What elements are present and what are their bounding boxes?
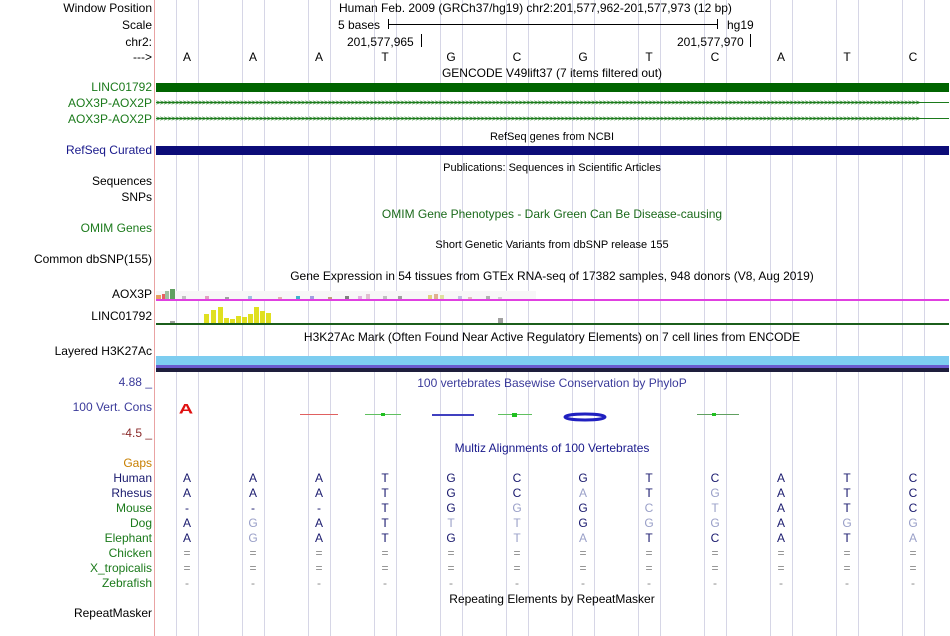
sequence-base: T [381,50,389,64]
coord-right: 201,577,970 [677,35,744,49]
alignment-base: - [713,576,717,590]
alignment-base: C [644,501,654,515]
alignment-base: A [248,471,257,485]
alignment-base: = [579,546,587,560]
alignment-base: = [381,561,389,575]
species-label[interactable]: Mouse [115,501,152,515]
alignment-base: G [644,516,654,530]
alignment-base: - [251,576,255,590]
alignment-base: = [315,546,323,560]
phylop-label[interactable]: 100 Vert. Cons [72,400,152,414]
alignment-base: G [908,516,918,530]
gencode-title[interactable]: GENCODE V49lift37 (7 items filtered out) [441,66,663,80]
gaps-label[interactable]: Gaps [123,456,152,470]
alignment-base: A [182,516,191,530]
refseq-title[interactable]: RefSeq genes from NCBI [489,131,615,143]
alignment-base: - [581,576,585,590]
alignment-base: T [513,531,521,545]
alignment-base: C [512,486,522,500]
alignment-base: C [908,471,918,485]
alignment-base: = [183,546,191,560]
species-label[interactable]: Rhesus [111,486,152,500]
alignment-base: C [512,471,522,485]
sequence-base: T [843,50,851,64]
species-label[interactable]: Elephant [104,531,152,545]
alignment-base: A [314,531,323,545]
alignment-base: T [645,471,653,485]
alignment-base: = [249,561,257,575]
alignment-base: - [185,501,189,515]
alignment-base: T [381,471,389,485]
alignment-base: - [251,501,255,515]
alignment-base: = [381,546,389,560]
alignment-base: G [842,516,852,530]
alignment-base: A [182,471,191,485]
alignment-base: G [248,531,258,545]
alignment-base: G [512,501,522,515]
sequence-base: G [578,50,588,64]
h3k27ac-label[interactable]: Layered H3K27Ac [54,344,152,358]
sequence-base: T [645,50,653,64]
alignment-base: A [314,516,323,530]
phylop-title[interactable]: 100 vertebrates Basewise Conservation by PhyloP [417,376,687,390]
alignment-base: = [645,546,653,560]
alignment-base: T [381,486,389,500]
alignment-base: A [248,486,257,500]
alignment-base: = [447,546,455,560]
alignment-base: T [711,501,719,515]
alignment-base: - [647,576,651,590]
alignment-base: A [908,531,917,545]
dbsnp-title[interactable]: Short Genetic Variants from dbSNP release 155 [435,239,669,251]
alignment-base: = [513,561,521,575]
alignment-base: = [447,561,455,575]
alignment-base: C [710,531,720,545]
repeat-label[interactable]: RepeatMasker [73,606,152,620]
alignment-base: T [843,501,851,515]
sequence-base: A [248,50,257,64]
sequence-base: A [776,50,785,64]
alignment-base: A [578,531,587,545]
alignment-base: = [711,546,719,560]
alignment-base: G [446,501,456,515]
alignment-base: T [447,516,455,530]
alignment-base: C [710,471,720,485]
alignment-base: T [645,531,653,545]
alignment-base: G [248,516,258,530]
alignment-base: = [579,561,587,575]
window-position-label: Window Position [63,1,152,15]
omim-title[interactable]: OMIM Gene Phenotypes - Dark Green Can Be Disease-causing [381,207,723,221]
species-label[interactable]: Dog [129,516,152,530]
alignment-base: A [776,486,785,500]
alignment-base: A [578,486,587,500]
alignment-base: G [578,471,588,485]
alignment-base: A [776,516,785,530]
alignment-base: - [317,576,321,590]
alignment-base: = [645,561,653,575]
alignment-base: = [777,561,785,575]
strand-label: ---> [133,50,152,64]
alignment-base: T [381,531,389,545]
alignment-base: - [911,576,915,590]
alignment-base: = [249,546,257,560]
alignment-base: - [383,576,387,590]
alignment-base: = [711,561,719,575]
alignment-base: - [449,576,453,590]
gtex-aox-label[interactable]: AOX3P [111,287,152,301]
alignment-base: = [513,546,521,560]
alignment-base: G [578,516,588,530]
aox-strand-arrows-1: >>>>>>>>>>>>>>>>>>>>>>>>>>>>>>>>>>>>>>>>>>>>>>>>>>>>>>>>>>>>>>>>>>>>>>>>>>>>>>>>>>>>>>>>>>>>>>>>>>>>>>>>>>>>>>>>>>>>>>>>>>>>>>>>>>>>>>>>>>>>>>>>>>>>>>>>>>>>>>>>>>>>>>>>>>>>>>>>>>>>>>>>>>>>>>>>>>>>>>>> [156,100,920,106]
phylop-min: -4.5 _ [121,426,152,440]
alignment-base: G [446,531,456,545]
alignment-base: A [314,486,323,500]
sequence-base: A [314,50,323,64]
alignment-base: T [381,516,389,530]
alignment-base: = [843,546,851,560]
scale-bases-text: 5 bases [338,18,381,32]
alignment-base: C [908,501,918,515]
alignment-base: T [645,486,653,500]
alignment-base: = [777,546,785,560]
linc-label[interactable]: LINC01792 [91,80,152,94]
alignment-base: T [843,531,851,545]
alignment-base: A [776,471,785,485]
species-label[interactable]: Human [113,471,152,485]
gtex-linc-label[interactable]: LINC01792 [91,309,152,323]
alignment-base: T [843,486,851,500]
repeat-title[interactable]: Repeating Elements by RepeatMasker [449,592,655,606]
species-label[interactable]: Zebrafish [101,576,152,590]
sequence-base: A [182,50,191,64]
alignment-base: A [776,501,785,515]
coord-left: 201,577,965 [347,35,414,49]
gtex-title[interactable]: Gene Expression in 54 tissues from GTEx RNA-seq of 17382 samples, 948 donors (V8, Aug 2019) [290,269,814,283]
aox-label-1[interactable]: AOX3P-AOX2P [67,96,152,110]
alignment-base: G [446,486,456,500]
sequences-label[interactable]: Sequences [91,174,152,188]
dbsnp-label[interactable]: Common dbSNP(155) [33,252,152,266]
window-position-value: Human Feb. 2009 (GRCh37/hg19) chr2:201,577,962-201,577,973 (12 bp) [339,1,732,15]
snps-label[interactable]: SNPs [121,190,152,204]
alignment-base: G [446,471,456,485]
sequence-base: C [512,50,522,64]
aox-label-2[interactable]: AOX3P-AOX2P [67,112,152,126]
alignment-base: = [315,561,323,575]
sequence-base: G [446,50,456,64]
alignment-base: A [182,531,191,545]
multiz-title[interactable]: Multiz Alignments of 100 Vertebrates [454,441,650,455]
alignment-base: C [908,486,918,500]
sequence-base: C [710,50,720,64]
species-label[interactable]: X_tropicalis [89,561,152,575]
alignment-base: T [381,501,389,515]
h3k27ac-title[interactable]: H3K27Ac Mark (Often Found Near Active Regulatory Elements) on 7 cell lines from ENCODE [303,330,801,344]
refseq-label[interactable]: RefSeq Curated [65,143,152,157]
species-label[interactable]: Chicken [108,546,152,560]
pubs-title[interactable]: Publications: Sequences in Scientific Articles [443,162,661,174]
scale-label: Scale [121,18,152,32]
alignment-base: - [779,576,783,590]
alignment-base: = [183,561,191,575]
sequence-base: C [908,50,918,64]
alignment-base: T [513,516,521,530]
alignment-base: = [909,546,917,560]
alignment-base: - [185,576,189,590]
scale-assembly: hg19 [727,18,754,32]
alignment-base: - [845,576,849,590]
alignment-base: - [515,576,519,590]
alignment-base: - [317,501,321,515]
svg-text:A: A [178,400,194,417]
alignment-base: T [843,471,851,485]
alignment-base: A [182,486,191,500]
omim-label[interactable]: OMIM Genes [80,221,152,235]
alignment-base: A [314,471,323,485]
phylop-max: 4.88 _ [118,375,152,389]
alignment-base: G [578,501,588,515]
alignment-base: = [843,561,851,575]
alignment-base: = [909,561,917,575]
chrom-label: chr2: [125,35,152,49]
aox-strand-arrows-2: >>>>>>>>>>>>>>>>>>>>>>>>>>>>>>>>>>>>>>>>>>>>>>>>>>>>>>>>>>>>>>>>>>>>>>>>>>>>>>>>>>>>>>>>>>>>>>>>>>>>>>>>>>>>>>>>>>>>>>>>>>>>>>>>>>>>>>>>>>>>>>>>>>>>>>>>>>>>>>>>>>>>>>>>>>>>>>>>>>>>>>>>>>>>>>>>>>>>>>>> [156,116,920,122]
alignment-base: G [710,486,720,500]
alignment-base: A [776,531,785,545]
alignment-base: G [710,516,720,530]
